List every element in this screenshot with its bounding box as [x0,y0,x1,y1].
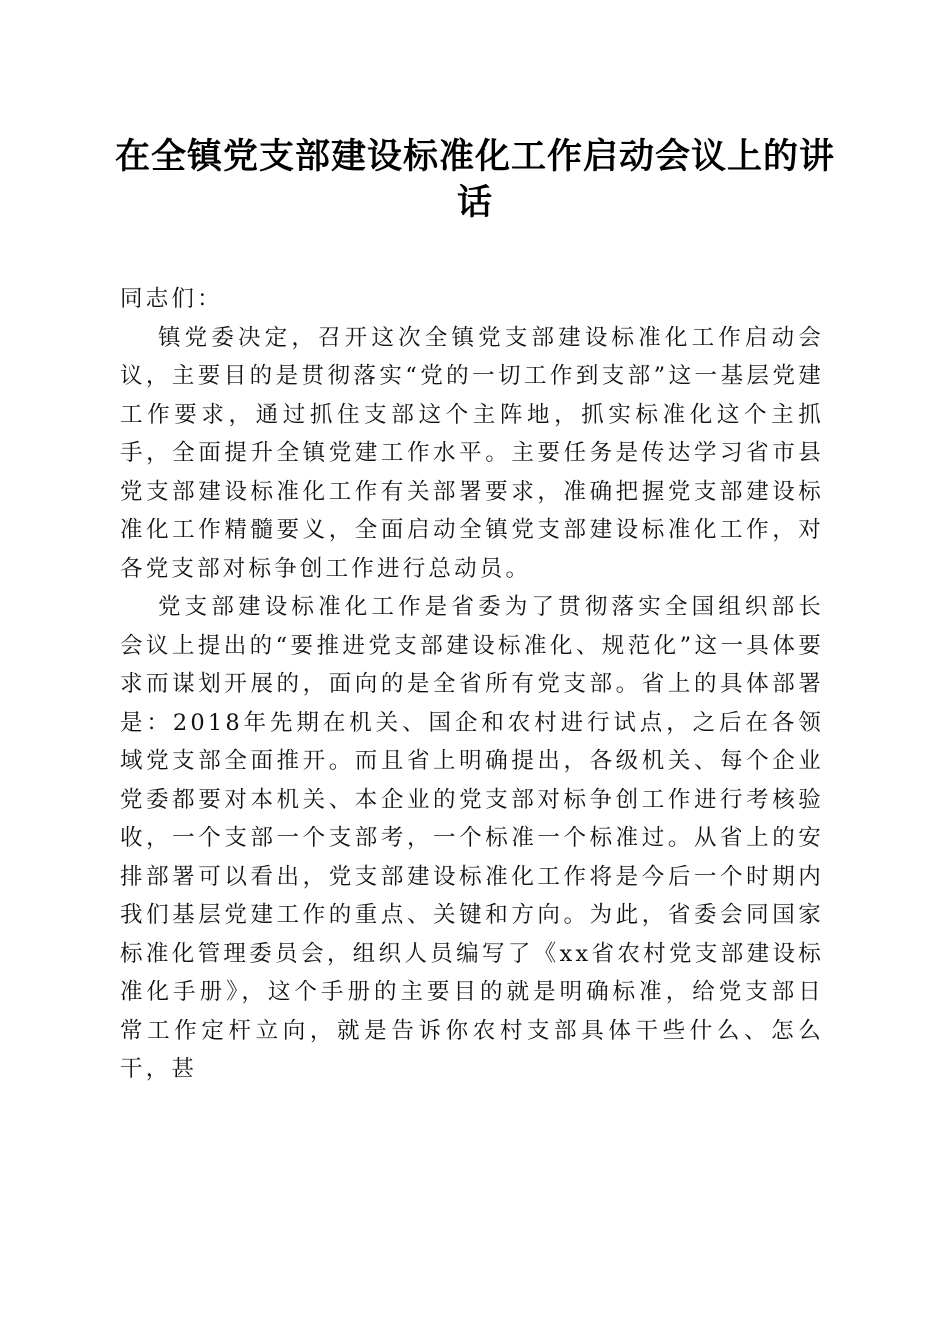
paragraph: 镇党委决定，召开这次全镇党支部建设标准化工作启动会议，主要目的是贯彻落实“党的一切工作到支部”这一基层党建工作要求，通过抓住支部这个主阵地，抓实标准化这个主抓手，全面提升全镇党建工作水平。主要任务是传达学习省市县党支部建设标准化工作有关部署要求，准确把握党支部建设标准化工作精髓要义，全面启动全镇党支部建设标准化工作，对各党支部对标争创工作进行总动员。 [120,324,824,582]
document-body [120,280,824,1089]
paragraph: 党支部建设标准化工作是省委为了贯彻落实全国组织部长会议上提出的“要推进党支部建设标准化、规范化”这一具体要求而谋划开展的，面向的是全省所有党支部。省上的具体部署是：2018年先期在机关、国企和农村进行试点，之后在各领域党支部全面推开。而且省上明确提出，各级机关、每个企业党委都要对本机关、本企业的党支部对标争创工作进行考核验收，一个支部一个支部考，一个标准一个标准过。从省上的安排部署可以看出，党支部建设标准化工作将是今后一个时期内我们基层党建工作的重点、关键和方向。为此，省委会同国家标准化管理委员会，组织人员编写了《xx省农村党支部建设标准化手册》，这个手册的主要目的就是明确标准，给党支部日常工作定杆立向，就是告诉你农村支部具体干些什么、怎么干，甚 [120,594,824,1082]
salutation: 同志们： [120,286,223,312]
document-title: 在全镇党支部建设标准化工作启动会议上的讲话 [114,136,835,223]
